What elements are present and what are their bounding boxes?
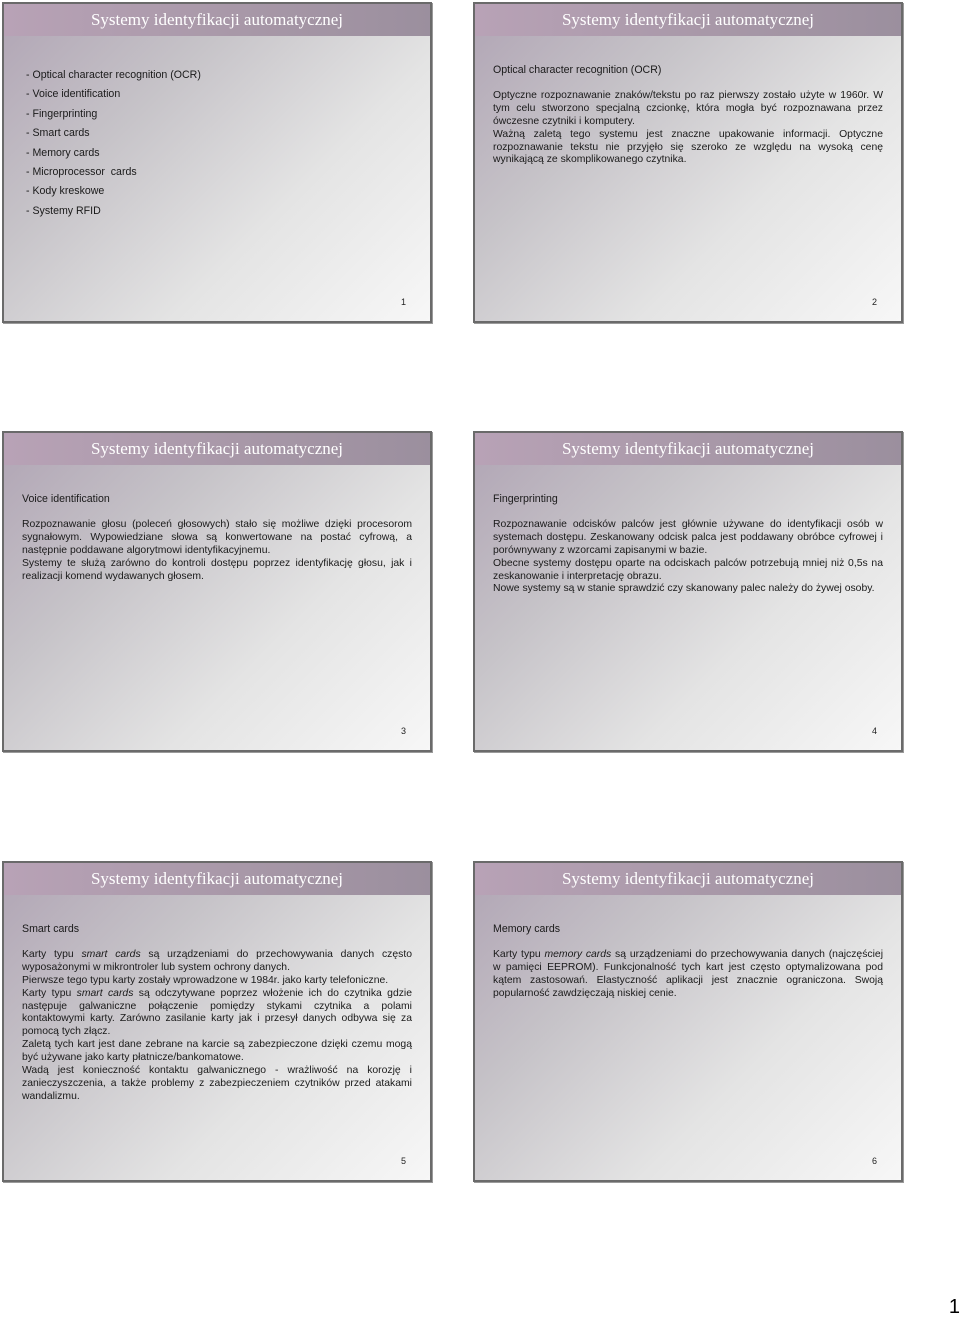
slide-number: 6 [871, 1156, 877, 1166]
slide-title: Systemy identyfikacji automatycznej [4, 433, 430, 465]
slide-6 [473, 861, 903, 1182]
slide-title: Systemy identyfikacji automatycznej [475, 433, 901, 465]
paragraph [493, 949, 883, 1001]
document-page-number: 1 [948, 1296, 960, 1318]
slide-2 [473, 2, 903, 323]
paragraph [22, 949, 412, 975]
text-run: Karty typu [22, 987, 77, 999]
slide-title: Systemy identyfikacji automatycznej [475, 4, 901, 36]
list-item: - Kody kreskowe [26, 185, 105, 198]
paragraph: Zaletą tych kart jest dane zebrane na karcie są zabezpieczone dzięki czemu mogą być używane jako karty płatnicze/bankomatowe. [22, 1039, 412, 1064]
paragraph: Rozpoznawanie odcisków palców jest głównie używane do identyfikacji osób w systemach dostępu. Zeskanowany odcisk palca jest poddawany obróbce cyfrowej i porównywany z wzorcami zapisanymi w bazie. [493, 518, 883, 556]
slide-title: Systemy identyfikacji automatycznej [475, 863, 901, 895]
slide-1 [2, 2, 432, 323]
text-run: Karty typu [493, 948, 545, 960]
slide-heading: Smart cards [22, 923, 80, 935]
list-item: - Fingerprinting [26, 107, 98, 120]
paragraph: Nowe systemy są w stanie sprawdzić czy skanowany palec należy do żywej osoby. [493, 583, 875, 595]
slide-number: 1 [400, 297, 406, 307]
slide-3 [2, 431, 432, 752]
paragraph: Ważną zaletą tego systemu jest znaczne upakowanie informacji. Optyczne rozpoznawanie tekstu nie przyjęło się szeroko ze względu na wysoką cenę wynikającą ze skomplikowanego czytnika. [493, 128, 883, 166]
slide-body [22, 923, 412, 1104]
slide-heading: Optical character recognition (OCR) [493, 64, 662, 76]
text-run: Karty typu [22, 948, 82, 960]
paragraph: Obecne systemy dostępu oparte na odciskach palców potrzebują mniej niż 0,5s na zeskanowanie i interpretację obrazu. [493, 557, 883, 582]
slide-body [493, 493, 883, 596]
paragraph: Optyczne rozpoznawanie znaków/tekstu po raz pierwszy zostało użyte w 1960r. W tym celu stworzono specjalną czcionkę, która mogła być rozpoznawana przez ówczesne czytniki i komputery. [493, 89, 883, 127]
slide-number: 3 [400, 726, 406, 736]
list-item: - Systemy RFID [26, 204, 101, 217]
slide-number: 5 [400, 1156, 406, 1166]
list-item: - Microprocessor cards [26, 166, 137, 179]
slide-4 [473, 431, 903, 752]
slide-number: 2 [871, 297, 877, 307]
paragraph: Rozpoznawanie głosu (poleceń głosowych) stało się możliwe dzięki procesorom sygnałowym. Wypowiedziane słowa są konwertowane na postać cyfrową, a następnie poddawane algorytmowi identyfikacyjnemu. [22, 518, 412, 556]
paragraph: Pierwsze tego typu karty zostały wprowadzone w 1984r. jako karty telefoniczne. [22, 974, 389, 986]
list-item: - Optical character recognition (OCR) [26, 69, 201, 81]
text-run-italic: smart cards [81, 948, 141, 960]
slide-body [493, 923, 883, 1001]
slide-heading: Fingerprinting [493, 493, 558, 505]
list-item: - Voice identification [26, 88, 121, 101]
text-run-italic: smart cards [76, 987, 134, 999]
slide-heading: Memory cards [493, 923, 561, 935]
slide-body [22, 493, 412, 583]
paragraph: Wadą jest konieczność kontaktu galwanicznego - wrażliwość na korozję i zanieczyszczenia, a także problemy z zabezpieczeniem czytników przed atakami wandalizmu. [22, 1065, 412, 1102]
paragraph [22, 988, 412, 1040]
topic-list [26, 66, 201, 221]
text-run: są odczytywane poprzez włożenie ich do czytnika gdzie następuje galwaniczne połączenie pomiędzy stykami czytnika a polami kontaktowymi karty. Zarówno zasilanie karty jak i przesył danych odbywa się za pomocą tych złącz. [22, 987, 413, 1038]
text-run-italic: memory cards [544, 948, 612, 960]
slide-number: 4 [871, 726, 877, 736]
slide-title: Systemy identyfikacji automatycznej [4, 4, 430, 36]
paragraph: Systemy te służą zarówno do kontroli dostępu poprzez identyfikację głosu, jak i realizacji komend wydawanych głosem. [22, 557, 412, 582]
list-item: - Smart cards [26, 127, 90, 140]
slide-heading: Voice identification [22, 493, 110, 505]
slide-title: Systemy identyfikacji automatycznej [4, 863, 430, 895]
text-run: są urządzeniami do przechowywania danych często wyposażonymi w mikrontroler lub system ochrony danych. [22, 948, 413, 973]
slide-body [493, 64, 883, 167]
list-item: - Memory cards [26, 146, 100, 159]
slide-5 [2, 861, 432, 1182]
text-run: są urządzeniami do przechowywania danych (najczęściej w pamięci EEPROM). Funkcjonalność tych kart jest często optymalizowana pod kątem zastosowań. Elastyczność aplikacji jest znacznie ograniczona. Swoją popularność zawdzięczają niskiej cenie. [493, 948, 883, 999]
